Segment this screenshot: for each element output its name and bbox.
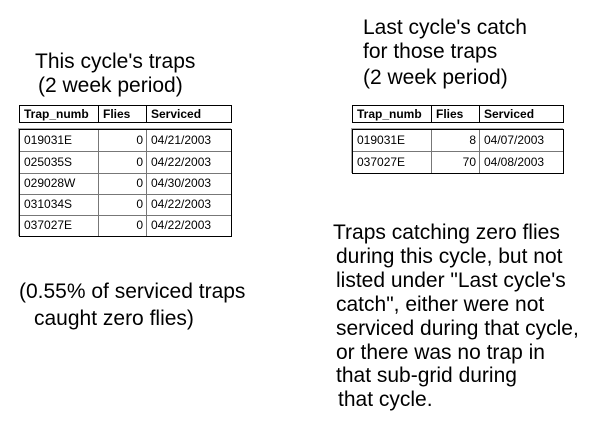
column-header-flies[interactable]: Flies (103, 107, 131, 121)
table-row[interactable] (20, 130, 231, 151)
explanation-line: serviced during that cycle, (336, 317, 579, 340)
serviced-date-cell: 04/30/2003 (151, 176, 212, 190)
flies-cell: 0 (136, 155, 143, 169)
trap-number-cell: 037027E (24, 218, 73, 232)
column-header-trap-number[interactable]: Trap_numb (24, 107, 89, 121)
trap-number-cell: 019031E (24, 133, 73, 147)
serviced-date-cell: 04/22/2003 (151, 197, 212, 211)
serviced-date-cell: 04/08/2003 (484, 155, 545, 169)
column-header-serviced[interactable]: Serviced (151, 107, 202, 121)
flies-cell: 0 (136, 176, 143, 190)
trap-number-cell: 025035S (24, 155, 73, 169)
zero-catch-percentage-note-line-2: caught zero flies) (34, 307, 194, 330)
table-row[interactable] (20, 173, 231, 194)
flies-cell: 0 (136, 133, 143, 147)
trap-number-cell: 037027E (357, 155, 406, 169)
right-heading-line-2: for those traps (363, 40, 498, 63)
right-heading-line-1: Last cycle's catch (363, 16, 527, 39)
table-row[interactable] (20, 152, 231, 173)
flies-cell: 0 (136, 218, 143, 232)
column-header-flies[interactable]: Flies (436, 107, 464, 121)
table-row[interactable] (353, 152, 563, 173)
serviced-date-cell: 04/22/2003 (151, 218, 212, 232)
column-header-trap-number[interactable]: Trap_numb (357, 107, 422, 121)
trap-number-cell: 019031E (357, 133, 406, 147)
flies-cell: 70 (462, 155, 476, 169)
flies-cell: 0 (136, 197, 143, 211)
zero-catch-percentage-note-line-1: (0.55% of serviced traps (19, 280, 246, 303)
left-heading-line-2: (2 week period) (38, 74, 183, 97)
table-row[interactable] (20, 194, 231, 215)
explanation-line: that sub-grid during (336, 364, 517, 387)
right-heading-line-3: (2 week period) (363, 66, 508, 89)
trap-number-cell: 029028W (24, 176, 76, 190)
table-row[interactable] (20, 215, 231, 236)
explanation-line: during this cycle, but not (336, 245, 563, 268)
serviced-date-cell: 04/07/2003 (484, 133, 545, 147)
explanation-line: listed under "Last cycle's (336, 269, 566, 292)
column-header-serviced[interactable]: Serviced (484, 107, 535, 121)
flies-cell: 8 (469, 133, 476, 147)
trap-number-cell: 031034S (24, 197, 73, 211)
this-cycle-traps-table (19, 105, 232, 237)
left-heading-line-1: This cycle's traps (35, 50, 196, 73)
explanation-line: or there was no trap in (336, 341, 545, 364)
table-body (19, 129, 232, 237)
explanation-line: Traps catching zero flies (333, 221, 560, 244)
explanation-line: that cycle. (338, 388, 433, 411)
table-body (352, 129, 564, 174)
serviced-date-cell: 04/21/2003 (151, 133, 212, 147)
last-cycle-catch-table (352, 105, 564, 172)
table-row[interactable] (353, 130, 563, 151)
table-header-row (19, 105, 232, 123)
serviced-date-cell: 04/22/2003 (151, 155, 212, 169)
table-header-row (352, 105, 564, 123)
explanation-line: catch", either were not (336, 293, 545, 316)
